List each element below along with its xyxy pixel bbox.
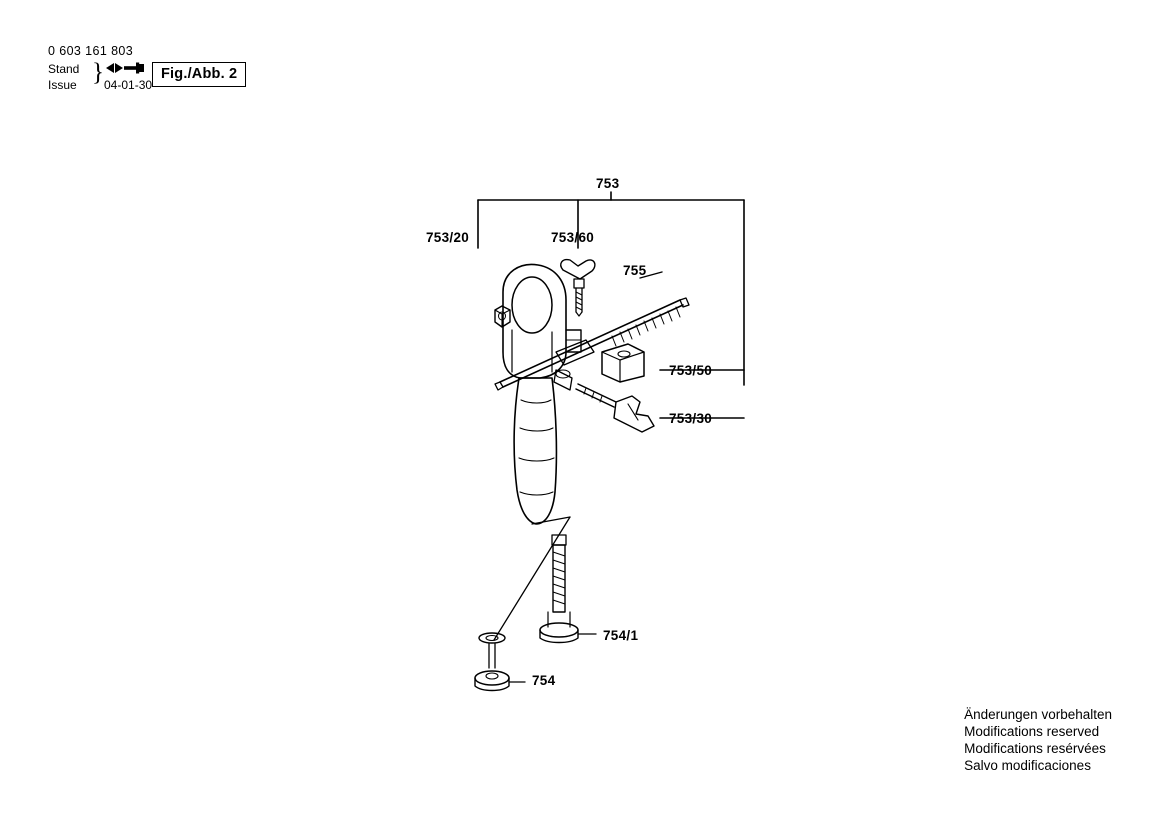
footer-line-es: Salvo modificaciones — [964, 758, 1091, 773]
stand-label: Stand — [48, 62, 80, 76]
callout-753-30: 753/30 — [669, 411, 713, 426]
footer-line-de: Änderungen vorbehalten — [964, 707, 1112, 722]
footer-notice — [964, 706, 1112, 774]
part-number: 0 603 161 803 — [48, 44, 134, 58]
callout-755: 755 — [623, 263, 647, 278]
callout-753-60: 753/60 — [551, 230, 595, 245]
figure-badge: Fig./Abb. 2 — [152, 62, 246, 87]
footer-line-en: Modifications reserved — [964, 724, 1100, 739]
issue-label: Issue — [48, 78, 77, 92]
callout-754: 754 — [532, 673, 556, 688]
callout-753-50: 753/50 — [669, 363, 713, 378]
callout-753-20: 753/20 — [426, 230, 470, 245]
brace-glyph: } — [92, 59, 104, 86]
callout-753: 753 — [596, 176, 620, 191]
callout-754-1: 754/1 — [603, 628, 639, 643]
footer-line-fr: Modifications resérvées — [964, 741, 1106, 756]
issue-date: 04-01-30 — [104, 78, 153, 92]
